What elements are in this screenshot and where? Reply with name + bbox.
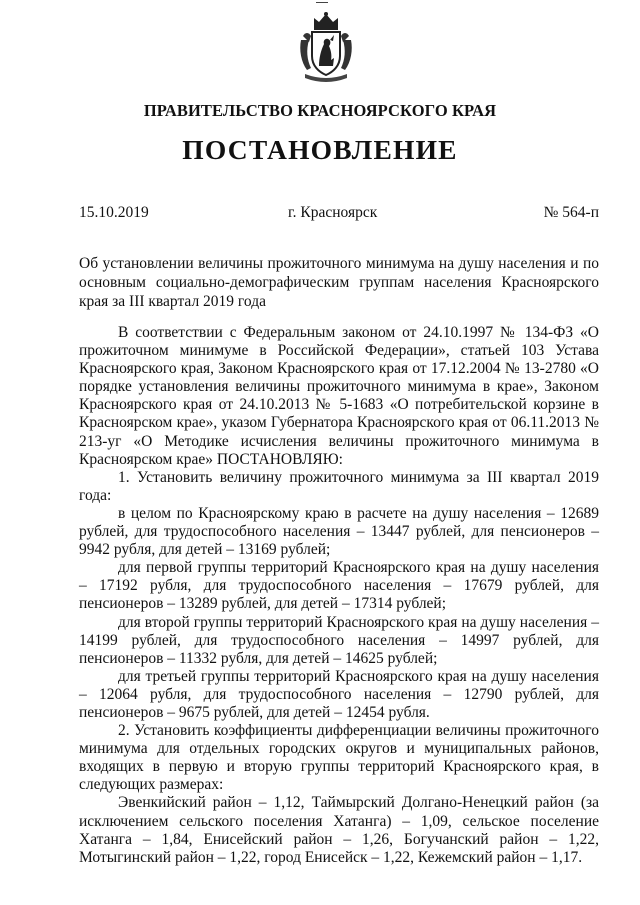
page-mark	[316, 2, 328, 3]
document-meta	[79, 204, 599, 222]
clause-2-paragraph: 2. Установить коэффициенты дифференциации величины прожиточного минимума для отдельных городских округов и муниципальных районов, входящих в первую и вторую группы территорий Красноярского края, в следующих размерах:	[79, 722, 599, 794]
preamble-paragraph: В соответствии с Федеральным законом от 24.10.1997 № 134-ФЗ «О прожиточном минимуме в Российской Федерации», статьей 103 Устава Красноярского края, Законом Красноярского края от 17.12.2004 № 13-2780 «О порядке установления величины прожиточного минимума в крае», Законом Красноярского края от 24.10.2013 № 5-1683 «О потребительской корзине в Красноярском крае», указом Губернатора Красноярского края от 06.11.2013 № 213-уг «О Методике исчисления величины прожиточного минимума в Красноярском крае» ПОСТАНОВЛЯЮ:	[79, 324, 599, 468]
krasnoyarsk-coat-of-arms-icon	[297, 10, 355, 84]
coefficients-paragraph: Эвенкийский район – 1,12, Таймырский Долгано-Ненецкий район (за исключением сельского поселения Хатанга) – 1,09, сельское поселение Хатанга – 1,84, Енисейский район – 1,26, Богучанский район – 1,22, Мотыгинский район – 1,22, город Енисейск – 1,22, Кежемский район – 1,17.	[79, 794, 599, 866]
organization-name: ПРАВИТЕЛЬСТВО КРАСНОЯРСКОГО КРАЯ	[143, 101, 497, 120]
group-2-paragraph: для второй группы территорий Красноярского края на душу населения – 14199 рублей, для трудоспособного населения – 14997 рублей, для пенсионеров – 11332 рубля, для детей – 14625 рублей;	[79, 613, 599, 667]
group-1-paragraph: для первой группы территорий Красноярского края на душу населения – 17192 рубля, для трудоспособного населения – 17679 рублей, для пенсионеров – 13289 рублей, для детей – 17314 рублей;	[79, 559, 599, 613]
document-subject: Об установлении величины прожиточного минимума на душу населения и по основным социально-демографическим группам населения Красноярского края за III квартал 2019 года	[79, 255, 599, 311]
document-date: 15.10.2019	[79, 204, 149, 221]
clause-1-paragraph: 1. Установить величину прожиточного минимума за III квартал 2019 года:	[79, 468, 599, 504]
krai-total-paragraph: в целом по Красноярскому краю в расчете на душу населения – 12689 рублей, для трудоспособного населения – 13447 рублей, для пенсионеров – 9942 рубля, для детей – 13169 рублей;	[79, 504, 599, 559]
group-3-paragraph: для третьей группы территорий Красноярского края на душу населения – 12064 рубля, для трудоспособного населения – 12790 рублей, для пенсионеров – 9675 рублей, для детей – 12454 рубля.	[79, 667, 599, 721]
document-number: № 564-п	[543, 204, 599, 221]
document-body	[79, 324, 599, 867]
document-city: г. Красноярск	[288, 204, 378, 221]
document-type: ПОСТАНОВЛЕНИЕ	[182, 134, 458, 165]
